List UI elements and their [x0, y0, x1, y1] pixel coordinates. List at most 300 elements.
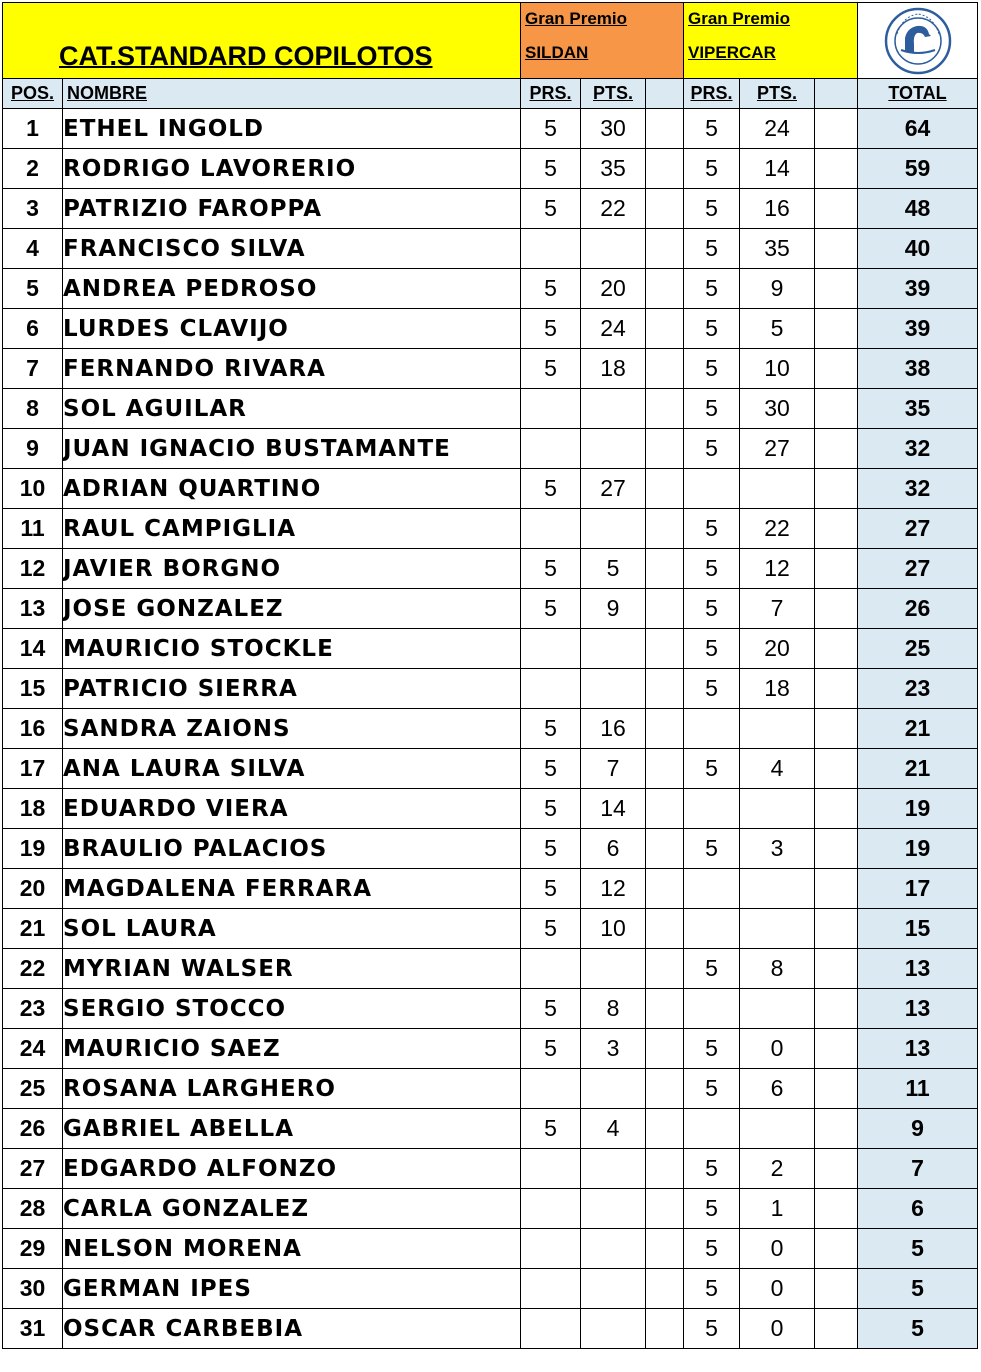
total-cell: 15 [858, 909, 978, 949]
position-cell: 8 [3, 389, 63, 429]
pts-vipercar-cell [740, 789, 815, 829]
table-row [3, 149, 978, 189]
pts-sildan-cell: 24 [581, 309, 646, 349]
prs-vipercar-cell: 5 [684, 149, 740, 189]
header-prs-vipercar: PRS. [684, 79, 740, 109]
prs-vipercar-cell: 5 [684, 829, 740, 869]
prs-vipercar-cell: 5 [684, 1269, 740, 1309]
pts-vipercar-cell: 7 [740, 589, 815, 629]
spacer-cell [646, 1069, 684, 1109]
pts-vipercar-cell: 10 [740, 349, 815, 389]
pts-sildan-cell: 18 [581, 349, 646, 389]
prs-vipercar-cell: 5 [684, 229, 740, 269]
spacer-cell [815, 149, 858, 189]
pts-sildan-cell: 12 [581, 869, 646, 909]
spacer-cell [646, 109, 684, 149]
competitor-name: SERGIO STOCCO [63, 989, 521, 1029]
table-row [3, 749, 978, 789]
spacer-cell [646, 229, 684, 269]
competitor-name: ANA LAURA SILVA [63, 749, 521, 789]
position-cell: 27 [3, 1149, 63, 1189]
total-cell: 5 [858, 1269, 978, 1309]
pts-sildan-cell: 4 [581, 1109, 646, 1149]
pts-vipercar-cell: 0 [740, 1309, 815, 1349]
prs-sildan-cell [521, 1229, 581, 1269]
prs-sildan-cell [521, 669, 581, 709]
prs-sildan-cell: 5 [521, 869, 581, 909]
table-row [3, 949, 978, 989]
event-name: VIPERCAR [688, 43, 776, 62]
competitor-name: PATRIZIO FAROPPA [63, 189, 521, 229]
table-row [3, 1149, 978, 1189]
header-pos: POS. [3, 79, 63, 109]
prs-sildan-cell [521, 949, 581, 989]
competitor-name: FERNANDO RIVARA [63, 349, 521, 389]
header-prs-sildan: PRS. [521, 79, 581, 109]
table-row [3, 1029, 978, 1069]
total-cell: 6 [858, 1189, 978, 1229]
spacer-cell [646, 829, 684, 869]
table-row [3, 469, 978, 509]
competitor-name: RAUL CAMPIGLIA [63, 509, 521, 549]
competitor-name: EDGARDO ALFONZO [63, 1149, 521, 1189]
prs-sildan-cell: 5 [521, 269, 581, 309]
competitor-name: PATRICIO SIERRA [63, 669, 521, 709]
header-pts-vipercar: PTS. [740, 79, 815, 109]
prs-vipercar-cell: 5 [684, 669, 740, 709]
spacer-cell [646, 389, 684, 429]
pts-sildan-cell: 3 [581, 1029, 646, 1069]
prs-vipercar-cell: 5 [684, 349, 740, 389]
position-cell: 30 [3, 1269, 63, 1309]
pts-vipercar-cell: 35 [740, 229, 815, 269]
position-cell: 25 [3, 1069, 63, 1109]
competitor-name: CARLA GONZALEZ [63, 1189, 521, 1229]
position-cell: 11 [3, 509, 63, 549]
pts-sildan-cell [581, 509, 646, 549]
pts-sildan-cell: 6 [581, 829, 646, 869]
total-cell: 13 [858, 989, 978, 1029]
table-row [3, 269, 978, 309]
spacer-cell [646, 189, 684, 229]
prs-sildan-cell: 5 [521, 989, 581, 1029]
competitor-name: JUAN IGNACIO BUSTAMANTE [63, 429, 521, 469]
event-name: SILDAN [525, 43, 589, 62]
prs-sildan-cell [521, 229, 581, 269]
prs-vipercar-cell: 5 [684, 1149, 740, 1189]
pts-sildan-cell: 14 [581, 789, 646, 829]
prs-vipercar-cell [684, 709, 740, 749]
table-row [3, 509, 978, 549]
table-row [3, 109, 978, 149]
prs-vipercar-cell: 5 [684, 549, 740, 589]
table-row [3, 989, 978, 1029]
table-row [3, 869, 978, 909]
table-row [3, 709, 978, 749]
prs-vipercar-cell [684, 469, 740, 509]
competitor-name: SOL LAURA [63, 909, 521, 949]
prs-sildan-cell: 5 [521, 909, 581, 949]
table-row [3, 629, 978, 669]
competitor-name: MAGDALENA FERRARA [63, 869, 521, 909]
total-cell: 35 [858, 389, 978, 429]
spacer-cell [815, 549, 858, 589]
pts-vipercar-cell [740, 469, 815, 509]
spacer-cell [815, 229, 858, 269]
total-cell: 21 [858, 749, 978, 789]
pts-sildan-cell: 5 [581, 549, 646, 589]
position-cell: 4 [3, 229, 63, 269]
event-label: Gran Premio [525, 9, 628, 28]
spacer-cell [646, 269, 684, 309]
total-cell: 5 [858, 1309, 978, 1349]
pts-vipercar-cell: 18 [740, 669, 815, 709]
position-cell: 18 [3, 789, 63, 829]
pts-vipercar-cell [740, 869, 815, 909]
position-cell: 10 [3, 469, 63, 509]
table-row [3, 429, 978, 469]
prs-sildan-cell: 5 [521, 469, 581, 509]
spacer-cell [646, 629, 684, 669]
competitor-name: MYRIAN WALSER [63, 949, 521, 989]
pts-sildan-cell [581, 949, 646, 989]
pts-sildan-cell: 20 [581, 269, 646, 309]
table-row [3, 789, 978, 829]
pts-vipercar-cell: 6 [740, 1069, 815, 1109]
header-spacer [815, 79, 858, 109]
total-cell: 9 [858, 1109, 978, 1149]
position-cell: 5 [3, 269, 63, 309]
pts-vipercar-cell: 8 [740, 949, 815, 989]
table-row [3, 549, 978, 589]
pts-vipercar-cell: 22 [740, 509, 815, 549]
pts-vipercar-cell: 0 [740, 1269, 815, 1309]
position-cell: 6 [3, 309, 63, 349]
prs-vipercar-cell [684, 869, 740, 909]
spacer-cell [815, 629, 858, 669]
prs-vipercar-cell: 5 [684, 1229, 740, 1269]
pts-vipercar-cell [740, 989, 815, 1029]
pts-sildan-cell [581, 429, 646, 469]
pts-sildan-cell: 22 [581, 189, 646, 229]
header-spacer [646, 79, 684, 109]
spacer-cell [646, 949, 684, 989]
spacer-cell [815, 1149, 858, 1189]
pts-vipercar-cell: 20 [740, 629, 815, 669]
competitor-name: EDUARDO VIERA [63, 789, 521, 829]
pts-sildan-cell [581, 629, 646, 669]
position-cell: 9 [3, 429, 63, 469]
pts-vipercar-cell: 9 [740, 269, 815, 309]
prs-sildan-cell: 5 [521, 749, 581, 789]
total-cell: 32 [858, 469, 978, 509]
total-cell: 32 [858, 429, 978, 469]
prs-sildan-cell [521, 509, 581, 549]
spacer-cell [815, 269, 858, 309]
header-pts-sildan: PTS. [581, 79, 646, 109]
spacer-cell [646, 309, 684, 349]
total-cell: 13 [858, 1029, 978, 1069]
total-cell: 39 [858, 269, 978, 309]
header-total: TOTAL [858, 79, 978, 109]
competitor-name: JOSE GONZALEZ [63, 589, 521, 629]
spacer-cell [646, 869, 684, 909]
club-logo-icon [883, 6, 953, 76]
table-row [3, 669, 978, 709]
total-cell: 19 [858, 789, 978, 829]
total-cell: 40 [858, 229, 978, 269]
spacer-cell [815, 109, 858, 149]
competitor-name: ROSANA LARGHERO [63, 1069, 521, 1109]
total-cell: 27 [858, 509, 978, 549]
prs-vipercar-cell: 5 [684, 1189, 740, 1229]
total-cell: 21 [858, 709, 978, 749]
position-cell: 14 [3, 629, 63, 669]
pts-vipercar-cell: 3 [740, 829, 815, 869]
prs-sildan-cell [521, 1069, 581, 1109]
total-cell: 11 [858, 1069, 978, 1109]
pts-sildan-cell [581, 1309, 646, 1349]
position-cell: 23 [3, 989, 63, 1029]
spacer-cell [646, 349, 684, 389]
prs-vipercar-cell: 5 [684, 109, 740, 149]
total-cell: 17 [858, 869, 978, 909]
prs-sildan-cell [521, 629, 581, 669]
pts-vipercar-cell: 30 [740, 389, 815, 429]
event-label: Gran Premio [688, 9, 791, 28]
total-cell: 13 [858, 949, 978, 989]
total-cell: 26 [858, 589, 978, 629]
pts-sildan-cell [581, 389, 646, 429]
spacer-cell [646, 509, 684, 549]
pts-vipercar-cell: 27 [740, 429, 815, 469]
pts-vipercar-cell: 4 [740, 749, 815, 789]
prs-vipercar-cell: 5 [684, 589, 740, 629]
total-cell: 5 [858, 1229, 978, 1269]
total-cell: 27 [858, 549, 978, 589]
position-cell: 24 [3, 1029, 63, 1069]
spacer-cell [815, 1309, 858, 1349]
spacer-cell [815, 309, 858, 349]
spacer-cell [646, 989, 684, 1029]
table-row [3, 189, 978, 229]
spacer-cell [646, 1149, 684, 1189]
prs-sildan-cell [521, 1189, 581, 1229]
prs-vipercar-cell: 5 [684, 309, 740, 349]
pts-vipercar-cell: 0 [740, 1229, 815, 1269]
total-cell: 19 [858, 829, 978, 869]
title-cell [3, 3, 521, 79]
position-cell: 26 [3, 1109, 63, 1149]
table-row [3, 829, 978, 869]
spacer-cell [646, 589, 684, 629]
prs-sildan-cell: 5 [521, 109, 581, 149]
pts-vipercar-cell [740, 1109, 815, 1149]
spacer-cell [815, 1069, 858, 1109]
competitor-name: JAVIER BORGNO [63, 549, 521, 589]
position-cell: 15 [3, 669, 63, 709]
pts-vipercar-cell: 0 [740, 1029, 815, 1069]
spacer-cell [646, 469, 684, 509]
position-cell: 2 [3, 149, 63, 189]
prs-sildan-cell: 5 [521, 589, 581, 629]
total-cell: 23 [858, 669, 978, 709]
spacer-cell [646, 549, 684, 589]
spacer-cell [646, 1029, 684, 1069]
pts-vipercar-cell: 2 [740, 1149, 815, 1189]
prs-vipercar-cell [684, 1109, 740, 1149]
position-cell: 29 [3, 1229, 63, 1269]
prs-sildan-cell [521, 1309, 581, 1349]
prs-sildan-cell: 5 [521, 709, 581, 749]
total-cell: 25 [858, 629, 978, 669]
pts-vipercar-cell [740, 909, 815, 949]
table-row [3, 1269, 978, 1309]
position-cell: 12 [3, 549, 63, 589]
competitor-name: GERMAN IPES [63, 1269, 521, 1309]
spacer-cell [815, 389, 858, 429]
spacer-cell [646, 1229, 684, 1269]
prs-sildan-cell [521, 389, 581, 429]
spacer-cell [815, 1189, 858, 1229]
page-title: CAT.STANDARD COPILOTOS [59, 41, 433, 71]
position-cell: 7 [3, 349, 63, 389]
prs-sildan-cell: 5 [521, 549, 581, 589]
competitor-name: ANDREA PEDROSO [63, 269, 521, 309]
spacer-cell [646, 1309, 684, 1349]
spacer-cell [815, 669, 858, 709]
pts-sildan-cell: 10 [581, 909, 646, 949]
prs-vipercar-cell: 5 [684, 749, 740, 789]
spacer-cell [815, 749, 858, 789]
prs-vipercar-cell [684, 909, 740, 949]
competitor-name: SANDRA ZAIONS [63, 709, 521, 749]
position-cell: 16 [3, 709, 63, 749]
prs-vipercar-cell: 5 [684, 509, 740, 549]
prs-sildan-cell [521, 429, 581, 469]
spacer-cell [815, 709, 858, 749]
pts-vipercar-cell: 24 [740, 109, 815, 149]
prs-vipercar-cell: 5 [684, 1069, 740, 1109]
title-row [3, 3, 978, 79]
table-row [3, 1229, 978, 1269]
table-row [3, 1069, 978, 1109]
prs-vipercar-cell: 5 [684, 389, 740, 429]
pts-sildan-cell [581, 1269, 646, 1309]
spacer-cell [815, 1229, 858, 1269]
prs-sildan-cell: 5 [521, 309, 581, 349]
pts-sildan-cell: 16 [581, 709, 646, 749]
prs-vipercar-cell: 5 [684, 629, 740, 669]
prs-vipercar-cell [684, 789, 740, 829]
competitor-name: FRANCISCO SILVA [63, 229, 521, 269]
prs-sildan-cell: 5 [521, 349, 581, 389]
position-cell: 22 [3, 949, 63, 989]
spacer-cell [815, 909, 858, 949]
event-header-vipercar [684, 3, 858, 79]
spacer-cell [815, 349, 858, 389]
pts-sildan-cell [581, 1069, 646, 1109]
prs-vipercar-cell: 5 [684, 429, 740, 469]
spacer-cell [815, 1109, 858, 1149]
position-cell: 13 [3, 589, 63, 629]
position-cell: 19 [3, 829, 63, 869]
position-cell: 28 [3, 1189, 63, 1229]
spacer-cell [815, 1029, 858, 1069]
pts-vipercar-cell [740, 709, 815, 749]
prs-sildan-cell: 5 [521, 789, 581, 829]
spacer-cell [815, 989, 858, 1029]
spacer-cell [815, 789, 858, 829]
competitor-name: GABRIEL ABELLA [63, 1109, 521, 1149]
table-row [3, 1189, 978, 1229]
prs-sildan-cell: 5 [521, 149, 581, 189]
prs-vipercar-cell: 5 [684, 1029, 740, 1069]
spacer-cell [646, 1269, 684, 1309]
spacer-cell [815, 429, 858, 469]
competitor-name: ADRIAN QUARTINO [63, 469, 521, 509]
table-row [3, 389, 978, 429]
spacer-cell [815, 589, 858, 629]
pts-vipercar-cell: 16 [740, 189, 815, 229]
pts-vipercar-cell: 1 [740, 1189, 815, 1229]
competitor-name: MAURICIO SAEZ [63, 1029, 521, 1069]
position-cell: 1 [3, 109, 63, 149]
prs-vipercar-cell [684, 989, 740, 1029]
spacer-cell [646, 749, 684, 789]
prs-vipercar-cell: 5 [684, 1309, 740, 1349]
prs-sildan-cell: 5 [521, 1029, 581, 1069]
pts-sildan-cell [581, 669, 646, 709]
spacer-cell [815, 869, 858, 909]
position-cell: 21 [3, 909, 63, 949]
table-row [3, 309, 978, 349]
prs-sildan-cell [521, 1149, 581, 1189]
prs-sildan-cell: 5 [521, 829, 581, 869]
pts-sildan-cell [581, 229, 646, 269]
total-cell: 39 [858, 309, 978, 349]
total-cell: 38 [858, 349, 978, 389]
competitor-name: SOL AGUILAR [63, 389, 521, 429]
pts-vipercar-cell: 5 [740, 309, 815, 349]
competitor-name: LURDES CLAVIJO [63, 309, 521, 349]
pts-vipercar-cell: 14 [740, 149, 815, 189]
prs-sildan-cell: 5 [521, 1109, 581, 1149]
header-nombre: NOMBRE [63, 79, 521, 109]
pts-sildan-cell [581, 1229, 646, 1269]
position-cell: 17 [3, 749, 63, 789]
prs-sildan-cell [521, 1269, 581, 1309]
position-cell: 20 [3, 869, 63, 909]
spacer-cell [646, 909, 684, 949]
pts-sildan-cell [581, 1149, 646, 1189]
spacer-cell [815, 1269, 858, 1309]
pts-sildan-cell: 9 [581, 589, 646, 629]
pts-sildan-cell [581, 1189, 646, 1229]
spacer-cell [646, 669, 684, 709]
table-row [3, 229, 978, 269]
spacer-cell [646, 709, 684, 749]
spacer-cell [815, 509, 858, 549]
total-cell: 64 [858, 109, 978, 149]
spacer-cell [815, 189, 858, 229]
spacer-cell [646, 149, 684, 189]
spacer-cell [646, 1109, 684, 1149]
total-cell: 59 [858, 149, 978, 189]
pts-vipercar-cell: 12 [740, 549, 815, 589]
spacer-cell [815, 829, 858, 869]
prs-vipercar-cell: 5 [684, 269, 740, 309]
